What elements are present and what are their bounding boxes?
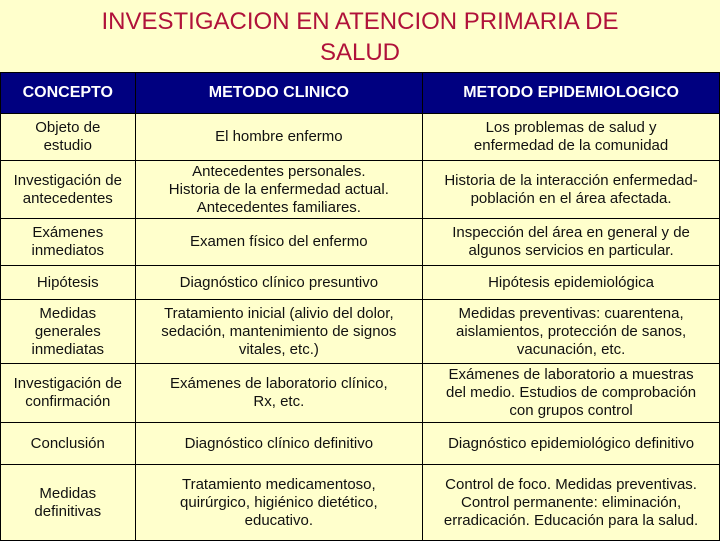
cell-metodo-clinico bbox=[135, 266, 423, 300]
cell-line: Tratamiento inicial (alivio del dolor, bbox=[164, 304, 394, 322]
cell-concepto bbox=[1, 219, 136, 266]
table-row bbox=[1, 465, 720, 541]
cell-metodo-epidemiologico bbox=[423, 364, 720, 423]
cell-metodo-clinico bbox=[135, 114, 423, 161]
cell-concepto bbox=[1, 364, 136, 423]
cell-concepto bbox=[1, 300, 136, 364]
cell-line: del medio. Estudios de comprobación bbox=[445, 384, 697, 401]
cell-line: Inspección del área en general y de bbox=[452, 224, 690, 241]
cell-line: Conclusión bbox=[30, 434, 105, 452]
cell-line: Exámenes de laboratorio a muestras bbox=[448, 366, 694, 383]
cell-line: Exámenes de laboratorio clínico, bbox=[170, 375, 388, 392]
cell-line: vacunación, etc. bbox=[516, 340, 626, 358]
cell-line: generales bbox=[34, 322, 101, 340]
cell-metodo-epidemiologico bbox=[423, 300, 720, 364]
cell-line: educativo. bbox=[244, 511, 314, 529]
cell-metodo-clinico bbox=[135, 161, 423, 219]
cell-metodo-clinico bbox=[135, 300, 423, 364]
cell-metodo-epidemiologico bbox=[423, 423, 720, 465]
cell-metodo-clinico bbox=[135, 364, 423, 423]
table-row bbox=[1, 114, 720, 161]
cell-line: Diagnóstico clínico presuntivo bbox=[179, 273, 379, 291]
cell-line: con grupos control bbox=[509, 402, 633, 419]
cell-concepto bbox=[1, 423, 136, 465]
cell-line: Hipótesis epidemiológica bbox=[488, 273, 655, 291]
comparison-table bbox=[0, 72, 720, 541]
cell-line: sedación, mantenimiento de signos bbox=[161, 322, 397, 340]
cell-line: Investigación de bbox=[13, 375, 122, 392]
cell-metodo-epidemiologico bbox=[423, 161, 720, 219]
cell-metodo-epidemiologico bbox=[423, 114, 720, 161]
page-title bbox=[0, 6, 720, 68]
header-metodo-epidemiologico: METODO EPIDEMIOLOGICO bbox=[423, 73, 720, 114]
cell-line: Antecedentes familiares. bbox=[196, 198, 361, 216]
cell-metodo-epidemiologico bbox=[423, 266, 720, 300]
cell-line: vitales, etc.) bbox=[238, 340, 319, 358]
header-metodo-clinico: METODO CLINICO bbox=[135, 73, 423, 114]
cell-metodo-clinico bbox=[135, 465, 423, 541]
cell-line: Los problemas de salud y bbox=[485, 119, 657, 136]
cell-line: Antecedentes personales. bbox=[192, 162, 366, 180]
table-row bbox=[1, 364, 720, 423]
cell-line: Exámenes bbox=[32, 224, 104, 241]
cell-line: algunos servicios en particular. bbox=[468, 242, 674, 259]
cell-line: erradicación. Educación para la salud. bbox=[443, 511, 699, 529]
table-row bbox=[1, 300, 720, 364]
cell-line: enfermedad de la comunidad bbox=[473, 137, 669, 154]
cell-concepto bbox=[1, 161, 136, 219]
cell-line: Examen físico del enfermo bbox=[190, 233, 368, 250]
cell-line: Diagnóstico clínico definitivo bbox=[184, 434, 374, 452]
cell-metodo-epidemiologico bbox=[423, 465, 720, 541]
cell-line: El hombre enfermo bbox=[215, 128, 343, 145]
cell-concepto bbox=[1, 465, 136, 541]
cell-line: Tratamiento medicamentoso, bbox=[181, 475, 376, 493]
cell-line: confirmación bbox=[25, 393, 111, 410]
title-line-2: SALUD bbox=[319, 39, 401, 66]
cell-line: Objeto de bbox=[35, 119, 101, 136]
cell-line: aislamientos, protección de sanos, bbox=[456, 322, 687, 340]
cell-line: Diagnóstico epidemiológico definitivo bbox=[448, 434, 695, 452]
cell-line: Control de foco. Medidas preventivas. bbox=[445, 475, 697, 493]
table-header-row bbox=[1, 73, 720, 114]
cell-line: quirúrgico, higiénico dietético, bbox=[180, 493, 378, 511]
title-line-1: INVESTIGACION EN ATENCION PRIMARIA DE bbox=[101, 8, 619, 35]
cell-line: estudio bbox=[43, 137, 92, 154]
cell-line: Investigación de bbox=[13, 171, 122, 189]
cell-line: Medidas bbox=[39, 484, 97, 502]
table-row bbox=[1, 219, 720, 266]
cell-line: Rx, etc. bbox=[253, 393, 305, 410]
table-row bbox=[1, 161, 720, 219]
cell-line: inmediatas bbox=[31, 340, 105, 358]
cell-line: antecedentes bbox=[22, 189, 113, 207]
cell-line: Control permanente: eliminación, bbox=[461, 493, 682, 511]
cell-metodo-clinico bbox=[135, 423, 423, 465]
cell-line: Hipótesis bbox=[36, 273, 99, 291]
header-concepto: CONCEPTO bbox=[1, 73, 136, 114]
cell-line: población en el área afectada. bbox=[470, 189, 672, 207]
cell-concepto bbox=[1, 266, 136, 300]
table-row bbox=[1, 423, 720, 465]
cell-metodo-epidemiologico bbox=[423, 219, 720, 266]
table-row bbox=[1, 266, 720, 300]
cell-line: Medidas bbox=[39, 304, 97, 322]
cell-metodo-clinico bbox=[135, 219, 423, 266]
cell-line: Medidas preventivas: cuarentena, bbox=[458, 304, 684, 322]
cell-line: definitivas bbox=[34, 502, 102, 520]
cell-line: Historia de la enfermedad actual. bbox=[168, 180, 389, 198]
cell-concepto bbox=[1, 114, 136, 161]
cell-line: inmediatos bbox=[31, 242, 105, 259]
cell-line: Historia de la interacción enfermedad- bbox=[444, 171, 698, 189]
